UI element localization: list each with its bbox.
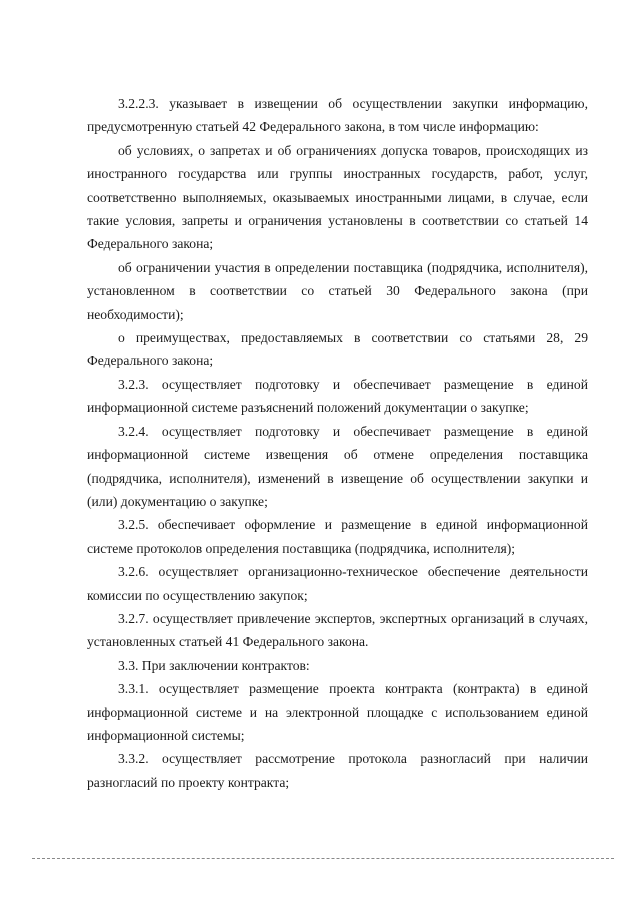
- paragraph-3-2-3: 3.2.3. осуществляет подготовку и обеспечивает размещение в единой информационной системе разъяснений положений документации о закупке;: [87, 376, 588, 416]
- paragraph-foreign-goods-conditions: об условиях, о запретах и об ограничениях допуска товаров, происходящих из иностранного государства или группы иностранных государств, работ, услуг, соответственно выполняемых, оказываемых иностранными лицами, в случае, если такие условия, запреты и ограничения установлены в соответствии со статьей 14 Федерального закона;: [87, 142, 588, 252]
- paragraph-3-2-4: 3.2.4. осуществляет подготовку и обеспечивает размещение в единой информационной системе извещения об отмене определения поставщика (подрядчика, исполнителя), изменений в извещение об осуществлении закупки и (или) документацию о закупке;: [87, 423, 588, 509]
- paragraph-3-2-2-3: 3.2.2.3. указывает в извещении об осуществлении закупки информацию, предусмотренную статьей 42 Федерального закона, в том числе информацию:: [87, 96, 588, 135]
- page-bottom-rule: [32, 858, 614, 859]
- paragraph-advantages: о преимуществах, предоставляемых в соответствии со статьями 28, 29 Федерального закона;: [87, 330, 588, 369]
- paragraph-3-2-5: 3.2.5. обеспечивает оформление и размещение в единой информационной системе протоколов определения поставщика (подрядчика, исполнителя);: [87, 517, 588, 556]
- paragraph-3-2-7: 3.2.7. осуществляет привлечение экспертов, экспертных организаций в случаях, установленных статьей 41 Федерального закона.: [87, 610, 588, 650]
- paragraph-3-3-1: 3.3.1. осуществляет размещение проекта контракта (контракта) в единой информационной системе и на электронной площадке с использованием единой информационной системы;: [87, 681, 588, 743]
- paragraph-3-3-2: 3.3.2. осуществляет рассмотрение протокола разногласий при наличии разногласий по проекту контракта;: [87, 751, 588, 790]
- paragraph-participation-limits: об ограничении участия в определении поставщика (подрядчика, исполнителя), установленном в соответствии со статьей 30 Федерального закона (при необходимости);: [87, 259, 588, 322]
- paragraph-3-2-6: 3.2.6. осуществляет организационно-техническое обеспечение деятельности комиссии по осуществлению закупок;: [87, 564, 588, 603]
- document-body: [87, 92, 588, 794]
- paragraph-3-3: 3.3. При заключении контрактов:: [118, 657, 310, 673]
